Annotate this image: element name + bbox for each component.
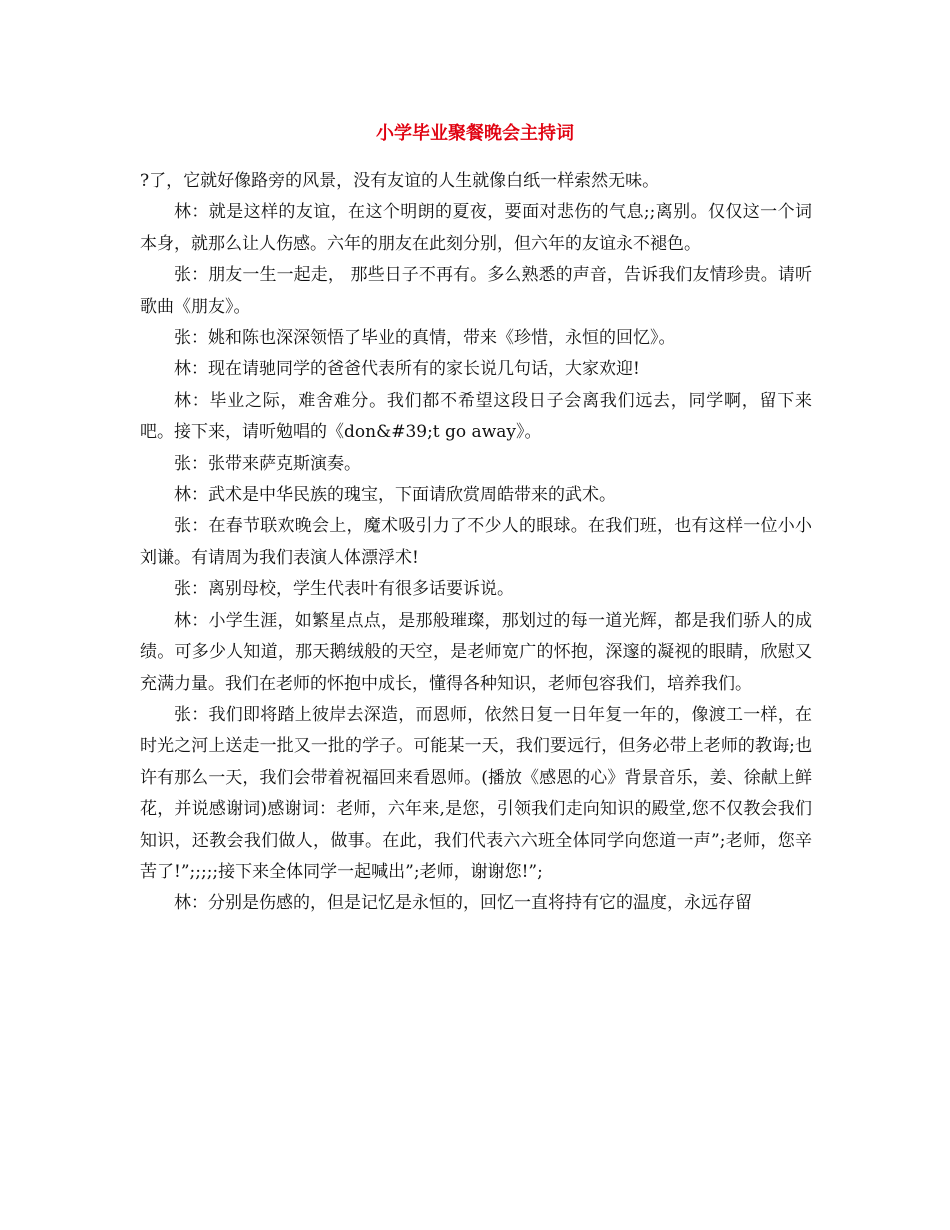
paragraph-2: 林：就是这样的友谊，在这个明朗的夏夜，要面对悲伤的气息;;离别。仅仅这一个词本身，就那么让人伤感。六年的朋友在此刻分别，但六年的友谊永不褪色。	[140, 202, 812, 254]
paragraph-10: 张：离别母校，学生代表叶有很多话要诉说。	[174, 579, 514, 600]
document-title: 小学毕业聚餐晚会主持词	[376, 123, 574, 144]
paragraph-9: 张：在春节联欢晚会上，魔术吸引力了不少人的眼球。在我们班，也有这样一位小小刘谦。有请周为我们表演人体漂浮术!	[140, 516, 812, 568]
paragraph-3: 张：朋友一生一起走， 那些日子不再有。多么熟悉的声音，告诉我们友情珍贵。请听歌曲《朋友》。	[140, 265, 812, 317]
paragraph-7: 张：张带来萨克斯演奏。	[174, 453, 361, 474]
paragraph-11: 林：小学生涯，如繁星点点，是那般璀璨，那划过的每一道光辉，都是我们骄人的成绩。可多少人知道，那天鹅绒般的天空，是老师宽广的怀抱，深邃的凝视的眼睛，欣慰又充满力量。我们在老师的怀抱中成长，懂得各种知识，老师包容我们，培养我们。	[140, 610, 812, 694]
document-body	[140, 166, 812, 920]
paragraph-1: ?了，它就好像路旁的风景，没有友谊的人生就像白纸一样索然无味。	[140, 171, 660, 191]
paragraph-8: 林：武术是中华民族的瑰宝，下面请欣赏周皓带来的武术。	[174, 485, 616, 506]
paragraph-13: 林：分别是伤感的，但是记忆是永恒的，回忆一直将持有它的温度，永远存留	[174, 893, 752, 914]
paragraph-4: 张：姚和陈也深深领悟了毕业的真情，带来《珍惜，永恒的回忆》。	[174, 328, 676, 349]
paragraph-6: 林：毕业之际，难舍难分。我们都不希望这段日子会离我们远去，同学啊，留下来吧。接下来，请听勉唱的《don&#39;t go away》。	[140, 390, 812, 443]
paragraph-5: 林：现在请驰同学的爸爸代表所有的家长说几句话，大家欢迎!	[174, 359, 640, 380]
paragraph-12: 张：我们即将踏上彼岸去深造，而恩师，依然日复一日年复一年的，像渡工一样，在时光之河上送走一批又一批的学子。可能某一天，我们要远行，但务必带上老师的教诲;也许有那么一天，我们会带着祝福回来看恩师。(播放《感恩的心》背景音乐，姜、徐献上鲜花，并说感谢词)感谢词：老师，六年来,是您，引领我们走向知识的殿堂,您不仅教会我们知识，还教会我们做人，做事。在此，我们代表六六班全体同学向您道一声”;老师，您辛苦了!”;;;;;接下来全体同学一起喊出”;老师，谢谢您!”;	[140, 704, 812, 882]
